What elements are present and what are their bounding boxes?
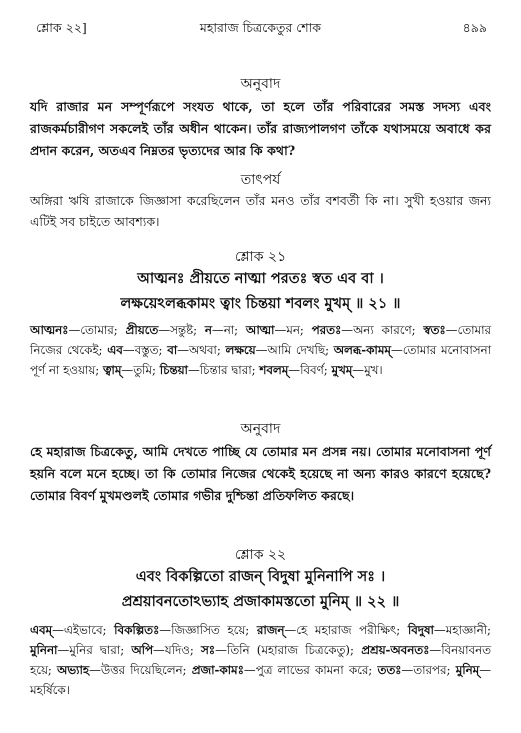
synonym-meaning: —চিন্তার দ্বারা; bbox=[187, 363, 260, 377]
synonym-term: পরতঃ bbox=[311, 323, 342, 337]
synonym-meaning: —অন্য কারণে; bbox=[341, 323, 424, 337]
page-header bbox=[0, 20, 521, 40]
synonym-meaning: —তোমার নিজের থেকেই; bbox=[30, 323, 491, 357]
synonym-meaning: —তোমার; bbox=[68, 323, 126, 337]
synonym-term: স্বতঃ bbox=[423, 323, 446, 337]
synonym-term: প্রজা-কামঃ bbox=[191, 663, 244, 677]
synonym-meaning: —এইভাবে; bbox=[52, 623, 115, 637]
synonym-term: মুনিম্ bbox=[455, 663, 480, 677]
header-chapter-title: মহারাজ চিত্রকেতুর শোক bbox=[199, 20, 322, 35]
purport-paragraph: অঙ্গিরা ঋষি রাজাকে জিজ্ঞাসা করেছিলেন তাঁর মনও তাঁর বশবর্তী কি না। সুখী হওয়ার জন্য এটিই সব চাইতে আবশ্যক। bbox=[30, 193, 491, 229]
synonym-meaning: —বিবর্ণ; bbox=[288, 363, 332, 377]
synonym-term: সঃ bbox=[201, 643, 216, 657]
synonym-term: বা bbox=[167, 343, 178, 357]
synonym-meaning: —উত্তর দিয়েছিলেন; bbox=[89, 663, 192, 677]
synonym-meaning: —মন; bbox=[274, 323, 312, 337]
translation-21-paragraph: হে মহারাজ চিত্রকেতু, আমি দেখতে পাচ্ছি যে তোমার মন প্রসন্ন নয়। তোমার মনোবাসনা পূর্ণ হয়নি বলে মনে হচ্ছে। তা কি তোমার নিজের থেকেই হয়েছে না অন্য কারও কারণে হয়েছে? তোমার বিবর্ণ মুখমণ্ডলই তোমার গভীর দুশ্চিন্তা প্রতিফলিত করছে। bbox=[30, 444, 491, 503]
synonym-term: আত্মা bbox=[245, 323, 275, 337]
synonym-term: ত্বাম্ bbox=[103, 363, 122, 377]
sloka-22-line-2: প্রশ্রয়াবনতোঽভ্যাহ প্রজাকামস্ততো মুনিম্ ॥ ২২ ॥ bbox=[121, 593, 400, 610]
synonym-term: বিকল্পিতঃ bbox=[114, 623, 160, 637]
synonym-meaning: —যদিও; bbox=[153, 643, 202, 657]
synonym-meaning: —তারপর; bbox=[401, 663, 456, 677]
synonym-term: বিদুষা bbox=[407, 623, 434, 637]
header-sloka-reference: শ্লোক ২২] bbox=[36, 20, 87, 35]
synonym-meaning: —না; bbox=[211, 323, 246, 337]
synonym-term: প্রশ্রয়-অবনতঃ bbox=[361, 643, 430, 657]
sloka-21-line-2: লক্ষয়েঽলব্ধকামং ত্বাং চিন্তয়া শবলং মুখম্ ॥ ২১ ॥ bbox=[120, 295, 401, 312]
synonym-term: প্রীয়তে bbox=[125, 323, 159, 337]
synonym-meaning: —মুখ। bbox=[352, 363, 383, 377]
page-number: ৪৯৯ bbox=[462, 20, 487, 35]
synonym-meaning: —হে মহারাজ পরীক্ষিৎ; bbox=[284, 623, 408, 637]
synonym-term: অপি bbox=[131, 643, 153, 657]
synonym-term: ততঃ bbox=[377, 663, 402, 677]
synonym-meaning: —জিজ্ঞাসিত হয়ে; bbox=[159, 623, 257, 637]
synonym-meaning: —তোমার মনোবাসনা পূর্ণ না হওয়ায়; bbox=[30, 343, 492, 377]
purport-heading: তাৎপর্য bbox=[240, 172, 281, 188]
sloka-22-line-1: এবং বিকল্পিতো রাজন্ বিদুষা মুনিনাপি সঃ । bbox=[135, 568, 386, 585]
translation-21-heading: অনুবাদ bbox=[240, 421, 281, 437]
synonym-meaning: —সন্তুষ্ট; bbox=[158, 323, 205, 337]
sloka-22-heading: শ্লোক ২২ bbox=[234, 547, 287, 563]
translation-heading: অনুবাদ bbox=[240, 76, 281, 92]
synonym-meaning: —মহর্ষিকে। bbox=[30, 663, 492, 697]
synonym-term: শবলম্ bbox=[259, 363, 289, 377]
sloka-21-synonyms bbox=[30, 320, 491, 380]
sloka-21-line-1: আত্মনঃ প্রীয়তে নাত্মা পরতঃ স্বত এব বা । bbox=[137, 270, 384, 287]
synonym-meaning: —অথবা; bbox=[177, 343, 226, 357]
synonym-term: লক্ষয়ে bbox=[225, 343, 256, 357]
sloka-22-synonyms bbox=[30, 620, 491, 700]
synonym-term: এবম্ bbox=[30, 623, 53, 637]
synonym-term: এব bbox=[107, 343, 123, 357]
synonym-meaning: —মুনির দ্বারা; bbox=[57, 643, 132, 657]
sloka-21-heading: শ্লোক ২১ bbox=[234, 249, 287, 265]
synonym-meaning: —তিনি (মহারাজ চিত্রকেতু); bbox=[215, 643, 362, 657]
synonym-meaning: —বস্তুত; bbox=[122, 343, 168, 357]
synonym-meaning: —মহাজ্ঞানী; bbox=[433, 623, 491, 637]
synonym-meaning: —তুমি; bbox=[121, 363, 160, 377]
synonym-meaning: —বিনয়াবনত হয়ে; bbox=[30, 643, 491, 677]
synonym-meaning: —পুত্র লাভের কামনা করে; bbox=[243, 663, 378, 677]
synonym-term: ন bbox=[204, 323, 212, 337]
synonym-meaning: —আমি দেখছি; bbox=[255, 343, 334, 357]
synonym-term: আত্মনঃ bbox=[30, 323, 69, 337]
synonym-term: অলব্ধ-কামম্ bbox=[333, 343, 391, 357]
synonym-term: রাজন্ bbox=[256, 623, 285, 637]
synonym-term: মুখম্ bbox=[331, 363, 353, 377]
synonym-term: অভ্যাহ bbox=[57, 663, 90, 677]
translation-paragraph: যদি রাজার মন সম্পূর্ণরূপে সংযত থাকে, তা হলে তাঁর পরিবারের সমস্ত সদস্য এবং রাজকর্মচারীগণ সকলেই তাঁর অধীন থাকেন। তাঁর রাজ্যপালগণ তাঁকে যথাসময়ে অবাধে কর প্রদান করেন, অতএব নিম্নতর ভৃত্যদের আর কি কথা? bbox=[30, 99, 491, 158]
synonym-term: মুনিনা bbox=[30, 643, 58, 657]
synonym-term: চিন্তয়া bbox=[159, 363, 188, 377]
